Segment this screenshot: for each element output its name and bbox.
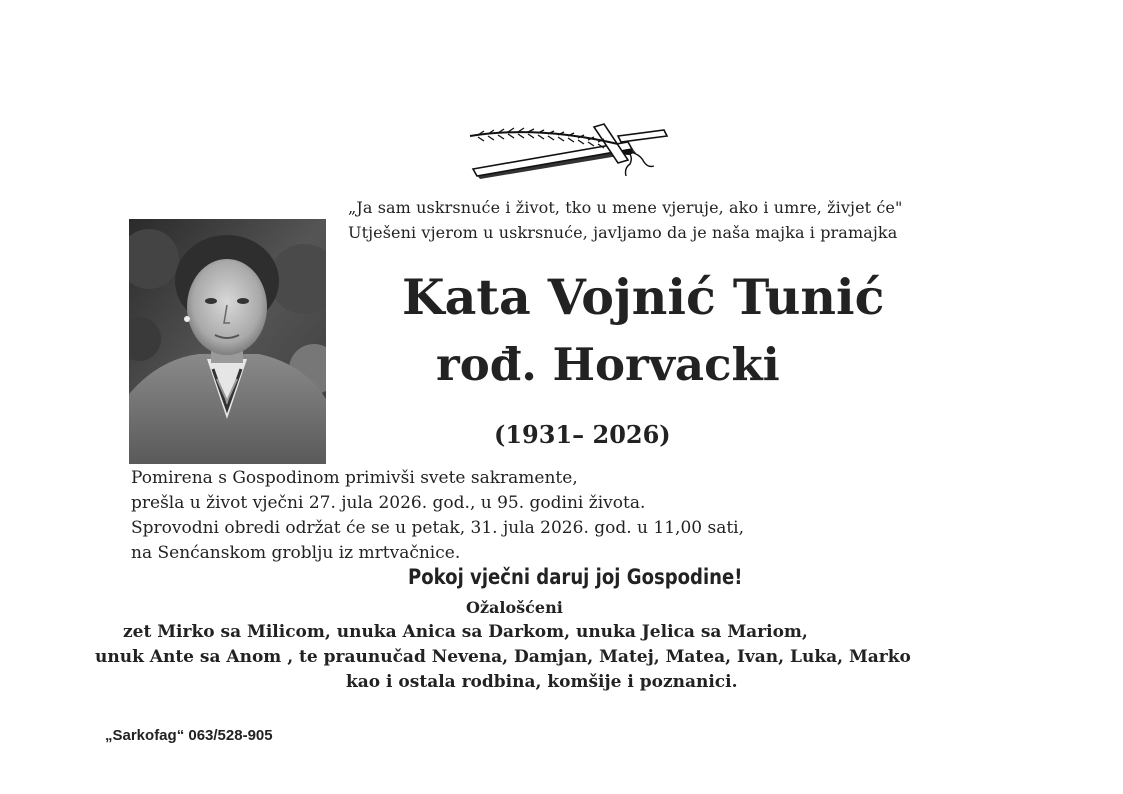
mourners-line: kao i ostala rodbina, komšije i poznanici. — [346, 672, 738, 692]
life-years: (1931– 2026) — [494, 420, 671, 449]
mourners-heading: Ožalošćeni — [466, 598, 563, 617]
portrait-photo — [129, 219, 326, 464]
funeral-service-contact: „Sarkofag“ 063/528-905 — [105, 727, 273, 744]
body-text-line: prešla u život vječni 27. jula 2026. god., u 95. godini života. — [131, 493, 646, 513]
body-text-line: na Senćanskom groblju iz mrtvačnice. — [131, 543, 461, 563]
prayer-line: Pokoj vječni daruj joj Gospodine! — [408, 565, 743, 589]
mourners-line: zet Mirko sa Milicom, unuka Anica sa Darkom, unuka Jelica sa Mariom, — [123, 622, 808, 642]
announcement-intro: Utješeni vjerom u uskrsnuće, javljamo da je naša majka i pramajka — [348, 223, 898, 242]
body-text-line: Sprovodni obredi održat će se u petak, 31. jula 2026. god. u 11,00 sati, — [131, 518, 745, 538]
mourners-line: unuk Ante sa Anom , te praunučad Nevena, Damjan, Matej, Matea, Ivan, Luka, Marko — [95, 647, 911, 667]
body-text-line: Pomirena s Gospodinom primivši svete sakramente, — [131, 468, 578, 488]
scripture-quote: „Ja sam uskrsnuće i život, tko u mene vjeruje, ako i umre, živjet će" — [348, 198, 903, 217]
cross-with-palm-icon — [468, 120, 680, 182]
deceased-name: Kata Vojnić Tunić — [402, 268, 885, 326]
maiden-name: rođ. Horvacki — [436, 338, 780, 391]
